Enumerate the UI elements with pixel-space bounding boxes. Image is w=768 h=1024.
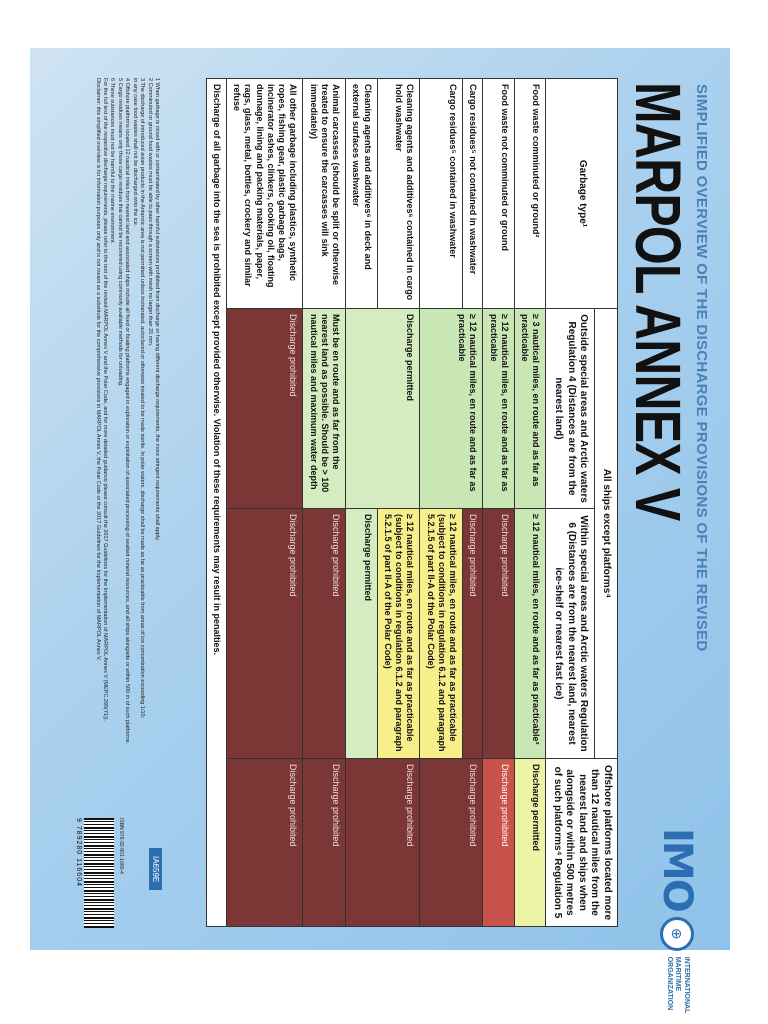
offshore-cell: Discharge prohibited <box>303 759 346 927</box>
garbage-type-cell: Cleaning agents and additives⁶ contained in cargo hold washwater <box>377 79 420 309</box>
garbage-type-cell: Cargo residues⁵ not contained in washwater <box>463 79 483 309</box>
table-row <box>463 79 483 927</box>
offshore-cell: Discharge permitted <box>515 759 547 927</box>
offshore-cell: Discharge prohibited <box>483 759 515 927</box>
footnote: 2 Comminuted or ground food wastes must be able to pass through a screen with mesh no larger than 25 mm. <box>146 78 153 347</box>
product-code-badge: IA659E <box>149 848 162 890</box>
footnote: 4 Offshore platforms located 12 nautical miles from nearest land and associated ships include all fixed or floating platforms engaged in exploration or exploitation of associated processing of seabed mineral resources, and all ships alongside or within 500 m of such platforms. <box>124 78 131 745</box>
outside-cell: Discharge prohibited <box>227 309 304 509</box>
table-footer: Discharge of all garbage into the sea is prohibited except provided otherwise. Violation of these requirements may result in penalties. <box>206 79 226 927</box>
garbage-type-cell: Food waste comminuted or ground² <box>515 79 547 309</box>
table-row <box>227 79 304 927</box>
table-row <box>303 79 346 927</box>
within-cell: Discharge prohibited <box>483 509 515 759</box>
poster-photo <box>30 48 730 1014</box>
outside-cell: Must be en route and as far from the nearest land as possible. Should be > 100 nautical miles and maximum water depth <box>303 309 346 509</box>
garbage-type-cell: Cargo residues⁵ contained in washwater <box>420 79 463 309</box>
discharge-table <box>206 78 618 927</box>
within-cell: ≥ 12 nautical miles, en route and as far as practicable (subject to conditions in regulation 6.1.2 and paragraph 5.2.1.5 of part II-A of the Polar Code) <box>377 509 420 759</box>
within-cell: ≥ 12 nautical miles, en route and as far as practicable (subject to conditions in regulation 6.1.2 and paragraph 5.2.1.5 of part II-A of the Polar Code) <box>420 509 463 759</box>
footnote: 3 The discharge of introduced avian products in the Antarctic area is not permitted unless incinerated, autoclaved or otherwise treated to be made sterile. In polar waters, discharge shall be made as far as practicable from areas of ice concentration exceeding 1/10; <box>139 78 146 719</box>
within-cell: ≥ 12 nautical miles, en route and as far as practicable³ <box>515 509 547 759</box>
table-row <box>377 79 420 927</box>
poster-subtitle: SIMPLIFIED OVERVIEW OF THE DISCHARGE PROVISIONS OF THE REVISED <box>693 84 710 652</box>
footnotes <box>93 78 160 898</box>
garbage-type-cell: Cleaning agents and additives⁶ in deck and external surfaces washwater <box>346 79 378 309</box>
footnote: 6 These substances must not be harmful to the marine environment. <box>109 78 116 245</box>
poster-title: MARPOL ANNEX V <box>622 82 694 521</box>
garbage-type-cell: All other garbage including plastics, synthetic ropes, fishing gear, plastic garbage bags, incinerator ashes, clinkers, cooking oil, floating dunnage, lining and packing materials, paper, rags, glass, metal, bottles, crockery and similar refuse <box>227 79 304 309</box>
garbage-type-cell: Animal carcasses (should be split or otherwise treated to ensure the carcasses will sink immediately) <box>303 79 346 309</box>
within-cell: Discharge prohibited <box>463 509 483 759</box>
globe-emblem-icon: ⊕ <box>660 917 694 951</box>
poster-content <box>30 48 730 1014</box>
outside-cell: Discharge permitted <box>346 309 420 509</box>
outside-header: Outside special areas and Arctic waters Regulation 4 (Distances are from the nearest land) <box>546 309 595 509</box>
within-cell: Discharge permitted <box>346 509 378 759</box>
garbage-type-header: Garbage type¹ <box>546 79 618 309</box>
table-row <box>515 79 547 927</box>
outside-cell: ≥ 3 nautical miles, en route and as far as practicable <box>515 309 547 509</box>
footnote: 5 Cargo residues means only those cargo residues that cannot be recovered using commonly available methods for unloading. <box>116 78 123 387</box>
footnote: 1 When garbage is mixed with or contaminated by other harmful substances prohibited from discharge or having different discharge requirements, the more stringent requirements shall apply. <box>154 78 160 541</box>
all-ships-header: All ships except platforms⁴ <box>595 309 618 759</box>
offshore-header: Offshore platforms located more than 12 nautical miles from the nearest land and ships when alongside or within 500 metres of such platforms⁴ Regulation 5 <box>546 759 618 927</box>
footnote: Disclaimer: this simplified overview is for information purposes only and is not meant as a substitute for the comprehensive provisions in MARPOL Annex V, the Polar Code or the 2017 Guidelines for the Implementation of MARPOL Annex V. <box>94 78 101 661</box>
garbage-type-cell: Food waste not comminuted or ground <box>483 79 515 309</box>
footnote: For the full text of the respective discharge requirements, please refer to the text of the revised MARPOL Annex V and the Polar Code, and for more detailed guidance please consult the 2017 Guidelines for the Implementation of MARPOL Annex V (MEPC.295(71)). <box>102 78 109 722</box>
offshore-cell: Discharge prohibited <box>227 759 304 927</box>
footnote: in any case food wastes shall not be discharged onto the ice. <box>131 78 138 227</box>
isbn-text: ISBN 978-92-801-1660-4 <box>118 818 124 874</box>
table-row <box>483 79 515 927</box>
outside-cell: ≥ 12 nautical miles, en route and as far as practicable <box>420 309 483 509</box>
within-header: Within special areas and Arctic waters Regulation 6 (Distances are from the nearest land, nearest ice-shelf or nearest fast ice) <box>546 509 595 759</box>
barcode-number: 9 789280 116604 <box>75 818 82 887</box>
outside-cell: ≥ 12 nautical miles, en route and as far as practicable <box>483 309 515 509</box>
logo-organization: INTERNATIONAL MARITIME ORGANIZATION <box>665 956 690 1014</box>
imo-logo <box>654 828 700 1014</box>
offshore-cell: Discharge prohibited <box>420 759 483 927</box>
offshore-cell: Discharge prohibited <box>346 759 420 927</box>
within-cell: Discharge prohibited <box>227 509 304 759</box>
within-cell: Discharge prohibited <box>303 509 346 759</box>
table-footer-row <box>206 79 226 927</box>
barcode-icon <box>84 818 114 928</box>
logo-text: IMO <box>654 828 700 911</box>
